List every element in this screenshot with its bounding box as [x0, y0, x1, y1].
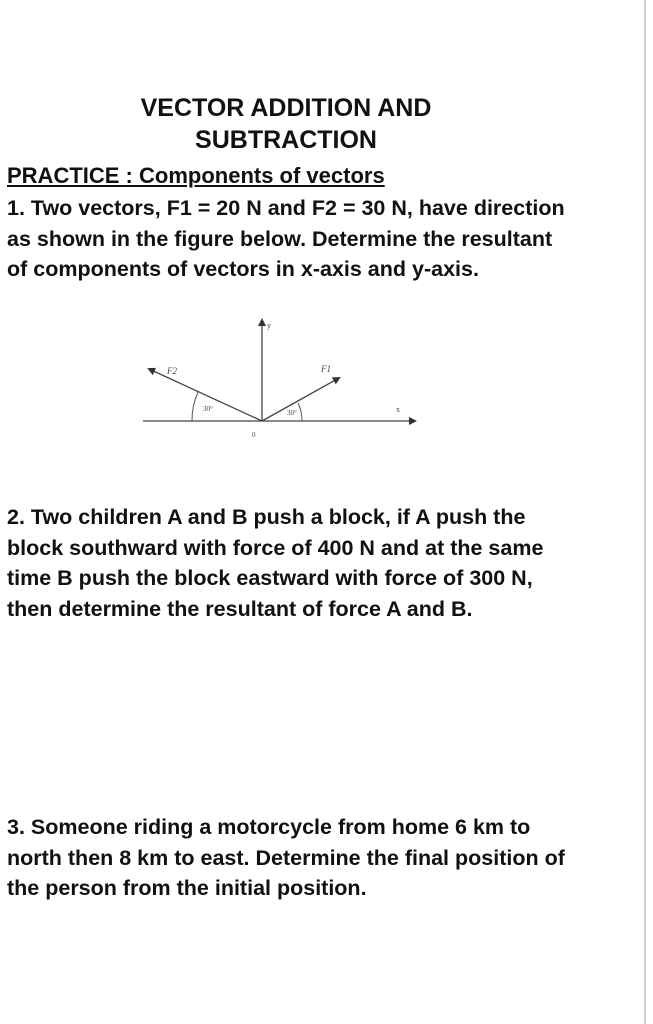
x-axis-label: x: [396, 405, 400, 414]
question-1: 1. Two vectors, F1 = 20 N and F2 = 30 N, have direction as shown in the figure below. Determine the resultant of components of vectors in x-axis and y-axis.: [7, 196, 565, 281]
title-line-2: SUBTRACTION: [195, 126, 377, 154]
f2-angle-arc: [192, 392, 198, 421]
question-2: 2. Two children A and B push a block, if A push the block southward with force of 400 N and at the same time B push the block eastward with force of 300 N, then determine the resultant of force A and B.: [7, 505, 544, 621]
title-line-1: VECTOR ADDITION AND: [140, 94, 432, 122]
f1-vector: [262, 378, 339, 421]
y-axis-label: y: [267, 321, 271, 330]
f1-label: F1: [321, 364, 331, 374]
f2-vector: [149, 369, 262, 421]
vector-diagram: [135, 314, 425, 454]
f2-label: F2: [167, 366, 177, 376]
f2-angle-label: 30°: [203, 405, 213, 413]
f1-angle-label: 30°: [287, 409, 297, 417]
page-edge-divider: [644, 0, 646, 1024]
f1-angle-arc: [298, 403, 302, 421]
question-3: 3. Someone riding a motorcycle from home 6 km to north then 8 km to east. Determine the final position of the person from the initial position.: [7, 815, 565, 900]
practice-heading: PRACTICE : Components of vectors: [7, 163, 385, 188]
origin-label: 0: [252, 431, 256, 439]
